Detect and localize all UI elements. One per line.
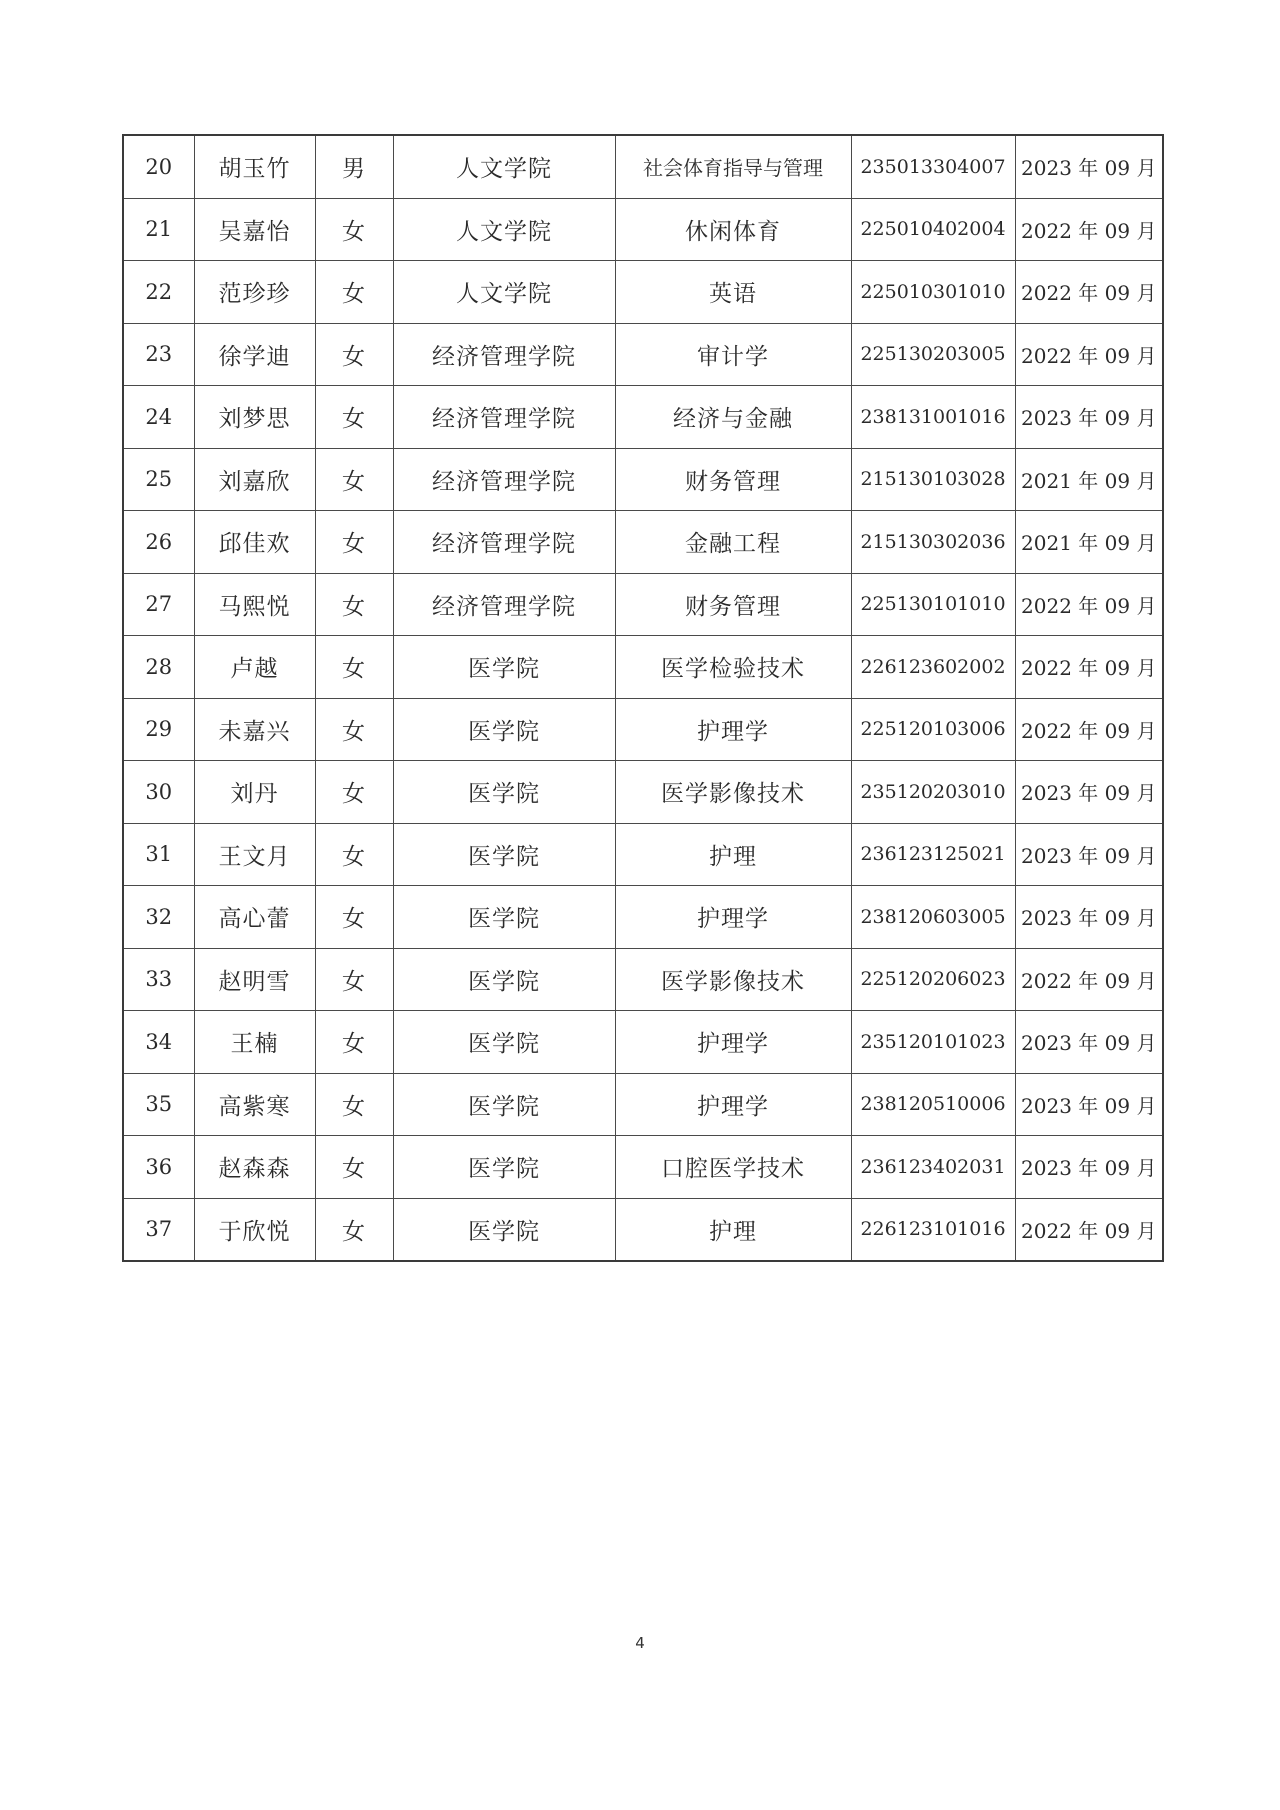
cell-student-id: 225130203005 bbox=[851, 323, 1015, 386]
table-row bbox=[123, 448, 1163, 511]
cell-gender: 女 bbox=[315, 823, 393, 886]
cell-gender: 女 bbox=[315, 1136, 393, 1199]
cell-enroll-date: 2022 年 09 月 bbox=[1015, 636, 1163, 699]
cell-major: 审计学 bbox=[615, 323, 851, 386]
cell-enroll-date: 2023 年 09 月 bbox=[1015, 1136, 1163, 1199]
cell-student-id: 238120603005 bbox=[851, 886, 1015, 949]
table-row bbox=[123, 198, 1163, 261]
cell-number: 27 bbox=[123, 573, 194, 636]
cell-student-id: 235120203010 bbox=[851, 761, 1015, 824]
cell-college: 医学院 bbox=[393, 1073, 615, 1136]
cell-enroll-date: 2022 年 09 月 bbox=[1015, 323, 1163, 386]
cell-name: 邱佳欢 bbox=[194, 511, 315, 574]
cell-enroll-date: 2022 年 09 月 bbox=[1015, 261, 1163, 324]
cell-student-id: 236123402031 bbox=[851, 1136, 1015, 1199]
cell-major: 护理学 bbox=[615, 886, 851, 949]
cell-enroll-date: 2023 年 09 月 bbox=[1015, 1011, 1163, 1074]
cell-college: 经济管理学院 bbox=[393, 448, 615, 511]
cell-student-id: 215130103028 bbox=[851, 448, 1015, 511]
cell-name: 王文月 bbox=[194, 823, 315, 886]
cell-name: 胡玉竹 bbox=[194, 135, 315, 198]
cell-college: 医学院 bbox=[393, 1198, 615, 1261]
cell-gender: 女 bbox=[315, 323, 393, 386]
cell-college: 医学院 bbox=[393, 886, 615, 949]
cell-gender: 女 bbox=[315, 761, 393, 824]
cell-student-id: 236123125021 bbox=[851, 823, 1015, 886]
cell-major: 休闲体育 bbox=[615, 198, 851, 261]
table-row bbox=[123, 323, 1163, 386]
cell-gender: 女 bbox=[315, 698, 393, 761]
cell-major: 英语 bbox=[615, 261, 851, 324]
cell-gender: 女 bbox=[315, 1011, 393, 1074]
cell-gender: 女 bbox=[315, 261, 393, 324]
table-row bbox=[123, 761, 1163, 824]
cell-major: 医学检验技术 bbox=[615, 636, 851, 699]
cell-name: 未嘉兴 bbox=[194, 698, 315, 761]
cell-number: 22 bbox=[123, 261, 194, 324]
cell-college: 人文学院 bbox=[393, 198, 615, 261]
cell-enroll-date: 2023 年 09 月 bbox=[1015, 761, 1163, 824]
table-row bbox=[123, 1136, 1163, 1199]
cell-student-id: 226123101016 bbox=[851, 1198, 1015, 1261]
cell-major: 护理学 bbox=[615, 698, 851, 761]
cell-major: 财务管理 bbox=[615, 448, 851, 511]
table-row bbox=[123, 948, 1163, 1011]
cell-number: 26 bbox=[123, 511, 194, 574]
cell-student-id: 226123602002 bbox=[851, 636, 1015, 699]
cell-number: 30 bbox=[123, 761, 194, 824]
table-row bbox=[123, 698, 1163, 761]
cell-enroll-date: 2021 年 09 月 bbox=[1015, 511, 1163, 574]
page-number: 4 bbox=[635, 1634, 645, 1652]
cell-gender: 女 bbox=[315, 948, 393, 1011]
cell-enroll-date: 2021 年 09 月 bbox=[1015, 448, 1163, 511]
cell-name: 卢越 bbox=[194, 636, 315, 699]
cell-name: 王楠 bbox=[194, 1011, 315, 1074]
cell-gender: 女 bbox=[315, 886, 393, 949]
table-row bbox=[123, 261, 1163, 324]
cell-college: 医学院 bbox=[393, 1011, 615, 1074]
cell-major: 财务管理 bbox=[615, 573, 851, 636]
cell-enroll-date: 2022 年 09 月 bbox=[1015, 573, 1163, 636]
cell-enroll-date: 2023 年 09 月 bbox=[1015, 886, 1163, 949]
cell-gender: 女 bbox=[315, 636, 393, 699]
cell-number: 32 bbox=[123, 886, 194, 949]
cell-enroll-date: 2022 年 09 月 bbox=[1015, 1198, 1163, 1261]
cell-enroll-date: 2023 年 09 月 bbox=[1015, 823, 1163, 886]
cell-name: 范珍珍 bbox=[194, 261, 315, 324]
cell-major: 护理学 bbox=[615, 1011, 851, 1074]
cell-college: 经济管理学院 bbox=[393, 323, 615, 386]
cell-student-id: 225010301010 bbox=[851, 261, 1015, 324]
cell-college: 经济管理学院 bbox=[393, 573, 615, 636]
cell-student-id: 235120101023 bbox=[851, 1011, 1015, 1074]
cell-name: 马熙悦 bbox=[194, 573, 315, 636]
cell-college: 经济管理学院 bbox=[393, 386, 615, 449]
cell-number: 31 bbox=[123, 823, 194, 886]
cell-gender: 女 bbox=[315, 198, 393, 261]
cell-gender: 女 bbox=[315, 448, 393, 511]
cell-college: 人文学院 bbox=[393, 135, 615, 198]
cell-number: 33 bbox=[123, 948, 194, 1011]
table-row bbox=[123, 135, 1163, 198]
table-row bbox=[123, 1073, 1163, 1136]
cell-major: 护理 bbox=[615, 1198, 851, 1261]
table-row bbox=[123, 1011, 1163, 1074]
cell-college: 医学院 bbox=[393, 698, 615, 761]
cell-major: 医学影像技术 bbox=[615, 761, 851, 824]
cell-number: 25 bbox=[123, 448, 194, 511]
cell-number: 36 bbox=[123, 1136, 194, 1199]
table-row bbox=[123, 573, 1163, 636]
cell-major: 社会体育指导与管理 bbox=[615, 135, 851, 198]
cell-college: 医学院 bbox=[393, 1136, 615, 1199]
cell-college: 人文学院 bbox=[393, 261, 615, 324]
cell-gender: 女 bbox=[315, 386, 393, 449]
table-row bbox=[123, 886, 1163, 949]
table-row bbox=[123, 511, 1163, 574]
cell-name: 于欣悦 bbox=[194, 1198, 315, 1261]
cell-college: 医学院 bbox=[393, 823, 615, 886]
cell-student-id: 225130101010 bbox=[851, 573, 1015, 636]
cell-number: 34 bbox=[123, 1011, 194, 1074]
cell-major: 护理学 bbox=[615, 1073, 851, 1136]
cell-name: 赵森森 bbox=[194, 1136, 315, 1199]
cell-major: 金融工程 bbox=[615, 511, 851, 574]
cell-enroll-date: 2022 年 09 月 bbox=[1015, 198, 1163, 261]
cell-number: 37 bbox=[123, 1198, 194, 1261]
cell-student-id: 238120510006 bbox=[851, 1073, 1015, 1136]
cell-name: 高心蕾 bbox=[194, 886, 315, 949]
table-row bbox=[123, 1198, 1163, 1261]
cell-name: 刘丹 bbox=[194, 761, 315, 824]
cell-student-id: 235013304007 bbox=[851, 135, 1015, 198]
cell-enroll-date: 2022 年 09 月 bbox=[1015, 948, 1163, 1011]
cell-student-id: 225010402004 bbox=[851, 198, 1015, 261]
cell-gender: 女 bbox=[315, 573, 393, 636]
cell-student-id: 225120103006 bbox=[851, 698, 1015, 761]
cell-number: 21 bbox=[123, 198, 194, 261]
cell-gender: 女 bbox=[315, 1073, 393, 1136]
cell-name: 高紫寒 bbox=[194, 1073, 315, 1136]
cell-enroll-date: 2022 年 09 月 bbox=[1015, 698, 1163, 761]
cell-number: 29 bbox=[123, 698, 194, 761]
cell-college: 医学院 bbox=[393, 761, 615, 824]
cell-number: 35 bbox=[123, 1073, 194, 1136]
cell-number: 23 bbox=[123, 323, 194, 386]
table-body bbox=[123, 135, 1163, 1261]
cell-name: 刘嘉欣 bbox=[194, 448, 315, 511]
cell-enroll-date: 2023 年 09 月 bbox=[1015, 1073, 1163, 1136]
cell-name: 赵明雪 bbox=[194, 948, 315, 1011]
cell-gender: 女 bbox=[315, 511, 393, 574]
cell-student-id: 238131001016 bbox=[851, 386, 1015, 449]
cell-college: 医学院 bbox=[393, 948, 615, 1011]
table-row bbox=[123, 823, 1163, 886]
cell-major: 护理 bbox=[615, 823, 851, 886]
cell-major: 经济与金融 bbox=[615, 386, 851, 449]
student-list-table bbox=[122, 134, 1164, 1262]
cell-name: 徐学迪 bbox=[194, 323, 315, 386]
cell-gender: 男 bbox=[315, 135, 393, 198]
cell-number: 28 bbox=[123, 636, 194, 699]
cell-major: 口腔医学技术 bbox=[615, 1136, 851, 1199]
cell-name: 刘梦思 bbox=[194, 386, 315, 449]
cell-enroll-date: 2023 年 09 月 bbox=[1015, 135, 1163, 198]
cell-number: 24 bbox=[123, 386, 194, 449]
cell-college: 经济管理学院 bbox=[393, 511, 615, 574]
cell-name: 吴嘉怡 bbox=[194, 198, 315, 261]
cell-enroll-date: 2023 年 09 月 bbox=[1015, 386, 1163, 449]
cell-number: 20 bbox=[123, 135, 194, 198]
table-row bbox=[123, 636, 1163, 699]
cell-student-id: 225120206023 bbox=[851, 948, 1015, 1011]
cell-major: 医学影像技术 bbox=[615, 948, 851, 1011]
cell-gender: 女 bbox=[315, 1198, 393, 1261]
cell-college: 医学院 bbox=[393, 636, 615, 699]
table-row bbox=[123, 386, 1163, 449]
cell-student-id: 215130302036 bbox=[851, 511, 1015, 574]
